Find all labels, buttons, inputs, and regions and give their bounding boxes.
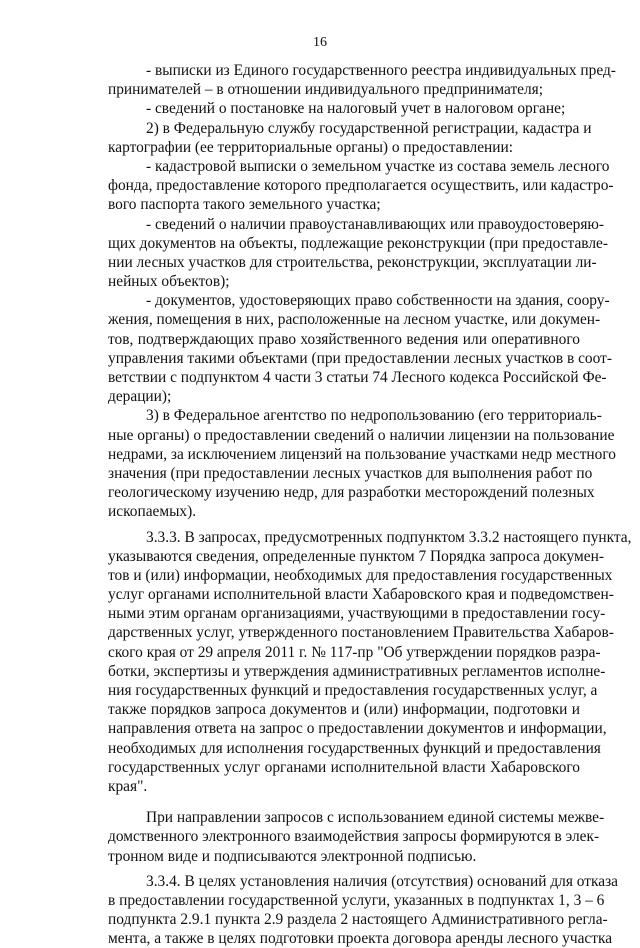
text-line: значения (при предоставлении лесных участков для выполнения работ по (108, 464, 593, 482)
text-line: 2) в Федеральную службу государственной регистрации, кадастра и (146, 119, 592, 137)
text-line: - кадастровой выписки о земельном участке из состава земель лесного (146, 157, 610, 175)
document-body (108, 61, 632, 948)
text-line: дерации); (108, 388, 172, 406)
text-line: - документов, удостоверяющих право собственности на здания, соору- (146, 292, 610, 310)
text-line: фонда, предоставление которого предполагается осуществить, или кадастро- (108, 177, 614, 195)
text-line: принимателей – в отношении индивидуального предпринимателя; (108, 81, 544, 99)
text-line: тов и (или) информации, необходимых для предоставления государственных (108, 566, 613, 584)
text-line: 3) в Федеральное агентство по недропользованию (его территориаль- (146, 407, 602, 425)
text-line: подпункта 2.9.1 пункта 2.9 раздела 2 настоящего Административного регла- (108, 911, 608, 929)
text-line: также порядков запроса документов и (или) информации, подготовки и (108, 701, 580, 719)
text-line: 3.3.4. В целях установления наличия (отсутствия) оснований для отказа (146, 872, 618, 890)
text-line: жения, помещения в них, расположенные на лесном участке, или докумен- (108, 311, 601, 329)
text-line: картографии (ее территориальные органы) о предоставлении: (108, 138, 514, 156)
text-line: края". (108, 777, 148, 795)
text-line: мента, а также в целях подготовки проекта договора аренды лесного участка (108, 930, 613, 948)
text-line: управления такими объектами (при предоставлении лесных участков в соот- (108, 349, 612, 367)
text-line: тов, подтверждающих право хозяйственного ведения или оперативного (108, 330, 580, 348)
text-line: ния государственных функций и предоставления государственных услуг, а (108, 682, 598, 699)
text-line: - сведений о наличии правоустанавливающих или правоудостоверяю- (146, 215, 605, 233)
page-number: 16 (313, 35, 327, 50)
text-line: дарственных услуг, утвержденного постановлением Правительства Хабаров- (108, 624, 614, 642)
text-line: ветствии с подпунктом 4 части 3 статьи 74 Лесного кодекса Российской Фе- (108, 369, 607, 386)
text-line: услуг органами исполнительной власти Хабаровского края и подведомствен- (108, 586, 614, 604)
text-line: 3.3.3. В запросах, предусмотренных подпунктом 3.3.2 настоящего пункта, (146, 528, 632, 546)
text-line: ные органы) о предоставлении сведений о наличии лицензии на пользование (108, 426, 615, 444)
text-line: необходимых для исполнения государственных функций и предоставления (108, 739, 601, 757)
text-line: - выписки из Единого государственного реестра индивидуальных пред- (146, 62, 616, 79)
text-line: домственного электронного взаимодействия запросы формируются в элек- (108, 828, 600, 846)
text-line: При направлении запросов с использованием единой системы межве- (146, 809, 605, 827)
text-line: вого паспорта такого земельного участка; (108, 196, 381, 214)
text-line: нии лесных участков для строительства, реконструкции, эксплуатации ли- (108, 253, 597, 271)
text-line: недрами, за исключением лицензий на пользование участками недр местного (108, 445, 616, 463)
text-line: ископаемых). (108, 503, 197, 521)
text-line: государственных услуг органами исполнительной власти Хабаровского (108, 758, 580, 776)
text-line: тронном виде и подписываются электронной подписью. (108, 847, 477, 865)
text-line: направления ответа на запрос о предоставлении документов и информации, (108, 720, 607, 738)
text-line: - сведений о постановке на налоговый учет в налоговом органе; (146, 100, 566, 118)
text-line: в предоставлении государственной услуги, указанных в подпунктах 1, 3 – 6 (108, 891, 605, 909)
text-line: ными этим органам организациями, участвующими в предоставлении госу- (108, 605, 606, 623)
text-line: щих документов на объекты, подлежащие реконструкции (при предоставле- (108, 234, 608, 252)
text-line: ботки, экспертизы и утверждения административных регламентов исполне- (108, 662, 606, 680)
text-line: ского края от 29 апреля 2011 г. № 117-пр "Об утверждении порядков разра- (108, 643, 601, 661)
text-line: нейных объектов); (108, 273, 230, 291)
text-line: геологическому изучению недр, для разработки месторождений полезных (108, 484, 595, 502)
text-line: указываются сведения, определенные пунктом 7 Порядка запроса докумен- (108, 547, 604, 565)
